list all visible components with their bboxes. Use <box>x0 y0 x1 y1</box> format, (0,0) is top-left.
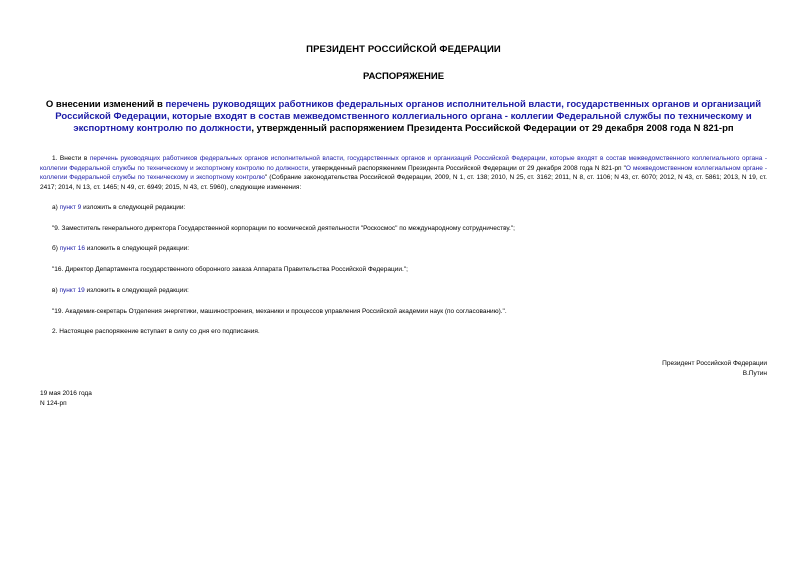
item-a-prefix: а) <box>52 204 60 211</box>
item-b-link[interactable]: пункт 16 <box>59 245 85 252</box>
item-c-link[interactable]: пункт 19 <box>59 287 85 294</box>
document-title <box>40 99 767 135</box>
item-a-link[interactable]: пункт 9 <box>59 204 82 211</box>
signature-name: В.Путин <box>742 369 767 377</box>
item-c <box>52 286 189 295</box>
item-a-suffix: изложить в следующей редакции: <box>81 204 186 211</box>
paragraph-1-prefix: 1. Внести в <box>52 155 90 162</box>
paragraph-1-decree-link[interactable]: О межведомственном коллегиальном органе - коллегии Федеральной службы по техническому и экспортному контролю <box>40 164 768 182</box>
item-c-suffix: изложить в следующей редакции: <box>84 287 189 294</box>
quote-b: "16. Директор Департамента государственного оборонного заказа Аппарата Правительства Российской Федерации."; <box>52 266 408 273</box>
document-type-heading: РАСПОРЯЖЕНИЕ <box>362 71 445 82</box>
item-b-suffix: изложить в следующей редакции: <box>85 245 190 252</box>
item-b-prefix: б) <box>52 245 60 252</box>
quote-c: "19. Академик-секретарь Отделения энергетики, машиностроения, механики и процессов управления Российской академии наук (по согласованию).". <box>52 308 507 315</box>
paragraph-1-middle: , утвержденный распоряжением Президента Российской Федерации от 29 декабря 2008 года N 821-рп " <box>308 164 626 172</box>
paragraph-2: 2. Настоящее распоряжение вступает в силу со дня его подписания. <box>52 328 260 335</box>
document-footer <box>40 389 92 409</box>
title-prefix: О внесении изменений в <box>45 99 166 110</box>
quote-a: "9. Заместитель генерального директора Государственной корпорации по космической деятельности "Роскосмос" по международному сотрудничеству."; <box>52 225 515 232</box>
document-number: N 124-рп <box>40 399 67 407</box>
paragraph-1 <box>40 154 767 192</box>
title-list-link[interactable]: перечень руководящих работников федеральных органов исполнительной власти, государственных органов и организаций Российской Федерации, которые входят в состав межведомственного коллегиального органа - коллегии Федеральной службы по техническому и экспортному контролю по должности <box>55 99 762 134</box>
signature-position: Президент Российской Федерации <box>662 360 767 367</box>
item-c-prefix: в) <box>52 287 60 294</box>
paragraph-1-list-link[interactable]: перечень руководящих работников федеральных органов исполнительной власти, государственных органов и организаций Российской Федерации, которые входят в состав межведомственного коллегиального органа - коллегии Федеральной службы по техническому и экспортному контролю по должности <box>40 155 767 172</box>
paragraph-1-suffix: " (Собрание законодательства Российской Федерации, 2009, N 1, ст. 138; 2010, N 25, ст. 3162; 2011, N 8, ст. 1106; N 43, ст. 6070; 2012, N 43, ст. 5861; 2013, N 19, ст. 2417; 2014, N 13, ст. 1465; N 49, ст. 6949; 2015, N 43, ст. 5960), следующие изменения: <box>40 174 767 191</box>
title-suffix: , утвержденный распоряжением Президента Российской Федерации от 29 декабря 2008 года N 821-рп <box>251 123 734 134</box>
item-b <box>52 244 189 253</box>
issuer-heading: ПРЕЗИДЕНТ РОССИЙСКОЙ ФЕДЕРАЦИИ <box>306 44 501 55</box>
item-a <box>52 203 185 212</box>
document-date: 19 мая 2016 года <box>40 390 92 397</box>
signature-block <box>662 359 767 379</box>
